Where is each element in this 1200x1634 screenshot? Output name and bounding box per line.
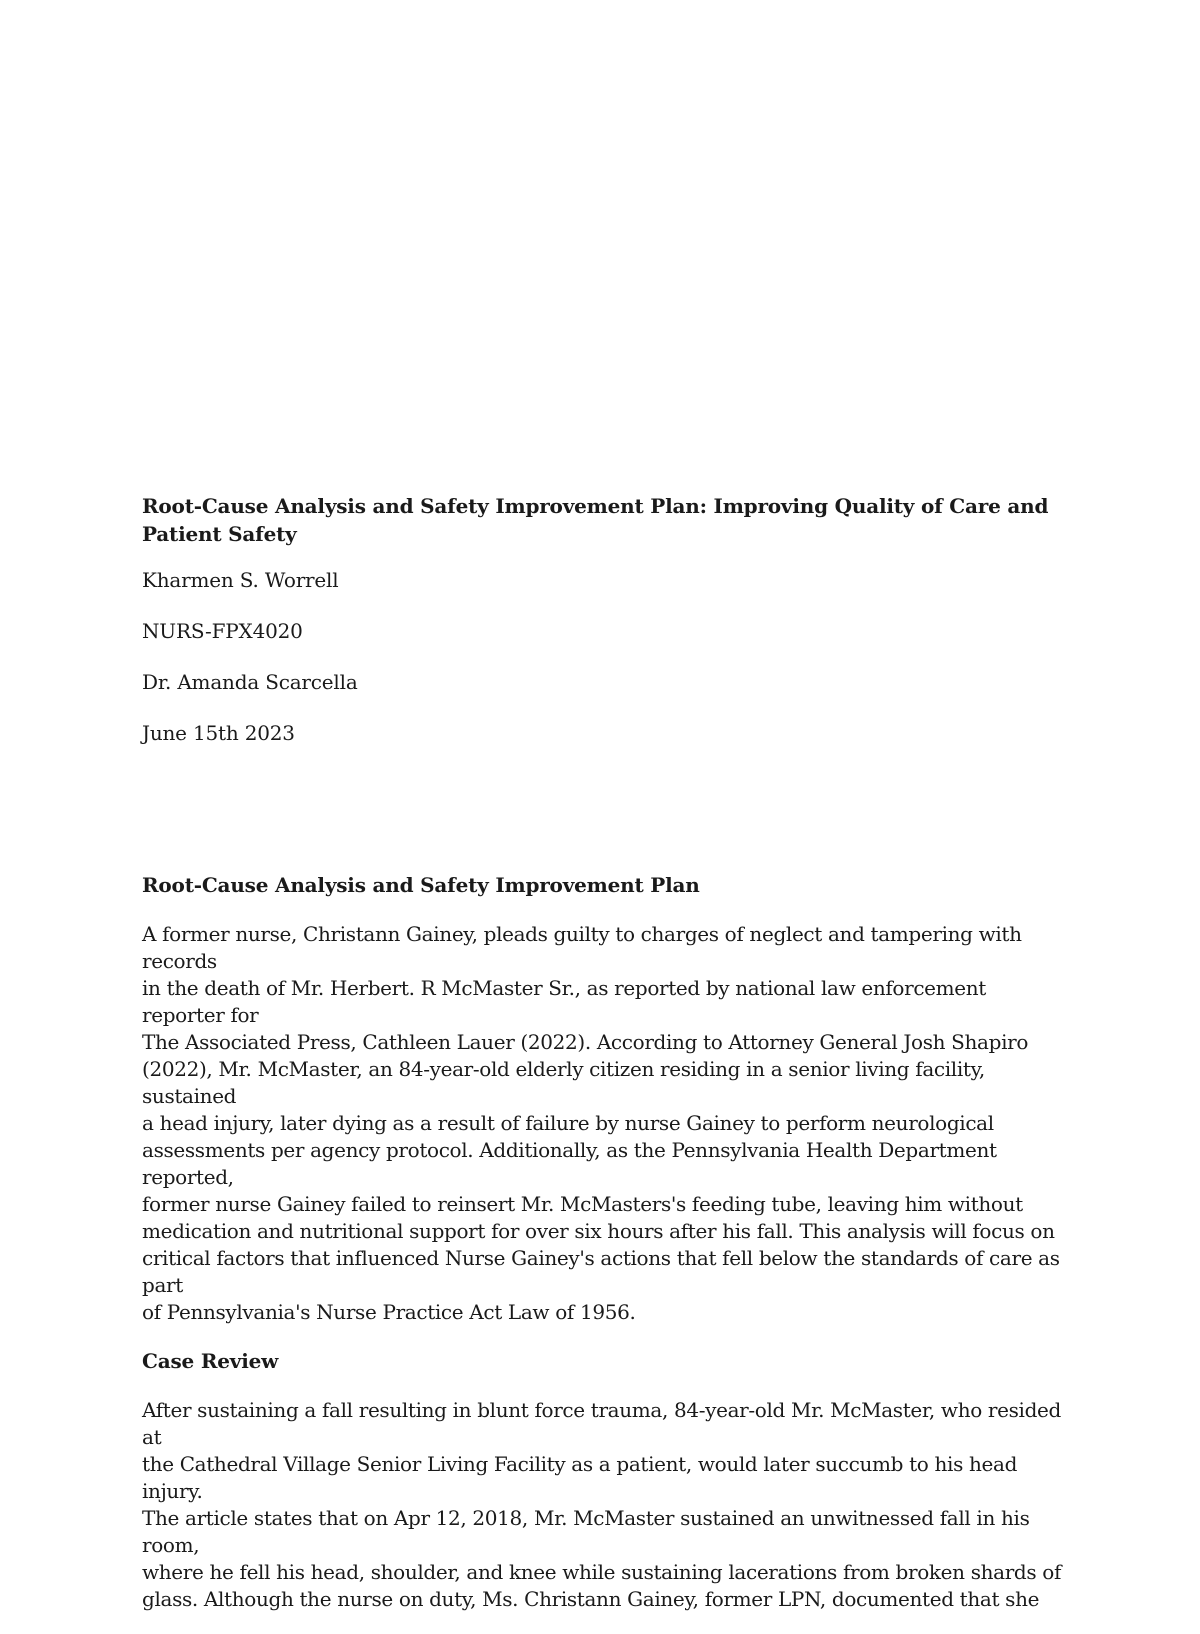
section-heading-case-review: Case Review [142,1349,279,1373]
section-heading-root-cause: Root-Cause Analysis and Safety Improvement Plan [142,873,700,897]
document-date: June 15th 2023 [142,721,295,745]
course-code: NURS-FPX4020 [142,619,303,643]
instructor-name: Dr. Amanda Scarcella [142,670,358,694]
document-title: Root-Cause Analysis and Safety Improvement Plan: Improving Quality of Care and Patient Safety [142,494,1049,546]
author-name: Kharmen S. Worrell [142,568,339,592]
section-paragraph-case-review: After sustaining a fall resulting in blunt force trauma, 84-year-old Mr. McMaster, who resided at the Cathedral Village Senior Living Facility as a patient, would later succumb to his head injury. The article states that on Apr 12, 2018, Mr. McMaster sustained an unwitnessed fall in his room, where he fell his head, shoulder, and knee while sustaining lacerations from broken shards of glass. Although the nurse on duty, Ms. Christann Gainey, former LPN, documented that she [142,1398,1062,1611]
document-body [142,492,1062,1634]
section-paragraph-root-cause: A former nurse, Christann Gainey, pleads guilty to charges of neglect and tampering with records in the death of Mr. Herbert. R McMaster Sr., as reported by national law enforcement reporter for The Associated Press, Cathleen Lauer (2022). According to Attorney General Josh Shapiro (2022), Mr. McMaster, an 84-year-old elderly citizen residing in a senior living facility, sustained a head injury, later dying as a result of failure by nurse Gainey to perform neurological assessments per agency protocol. Additionally, as the Pennsylvania Health Department reported, former nurse Gainey failed to reinsert Mr. McMasters's feeding tube, leaving him without medication and nutritional support for over six hours after his fall. This analysis will focus on critical factors that influenced Nurse Gainey's actions that fell below the standards of care as part of Pennsylvania's Nurse Practice Act Law of 1956. [142,922,1060,1324]
